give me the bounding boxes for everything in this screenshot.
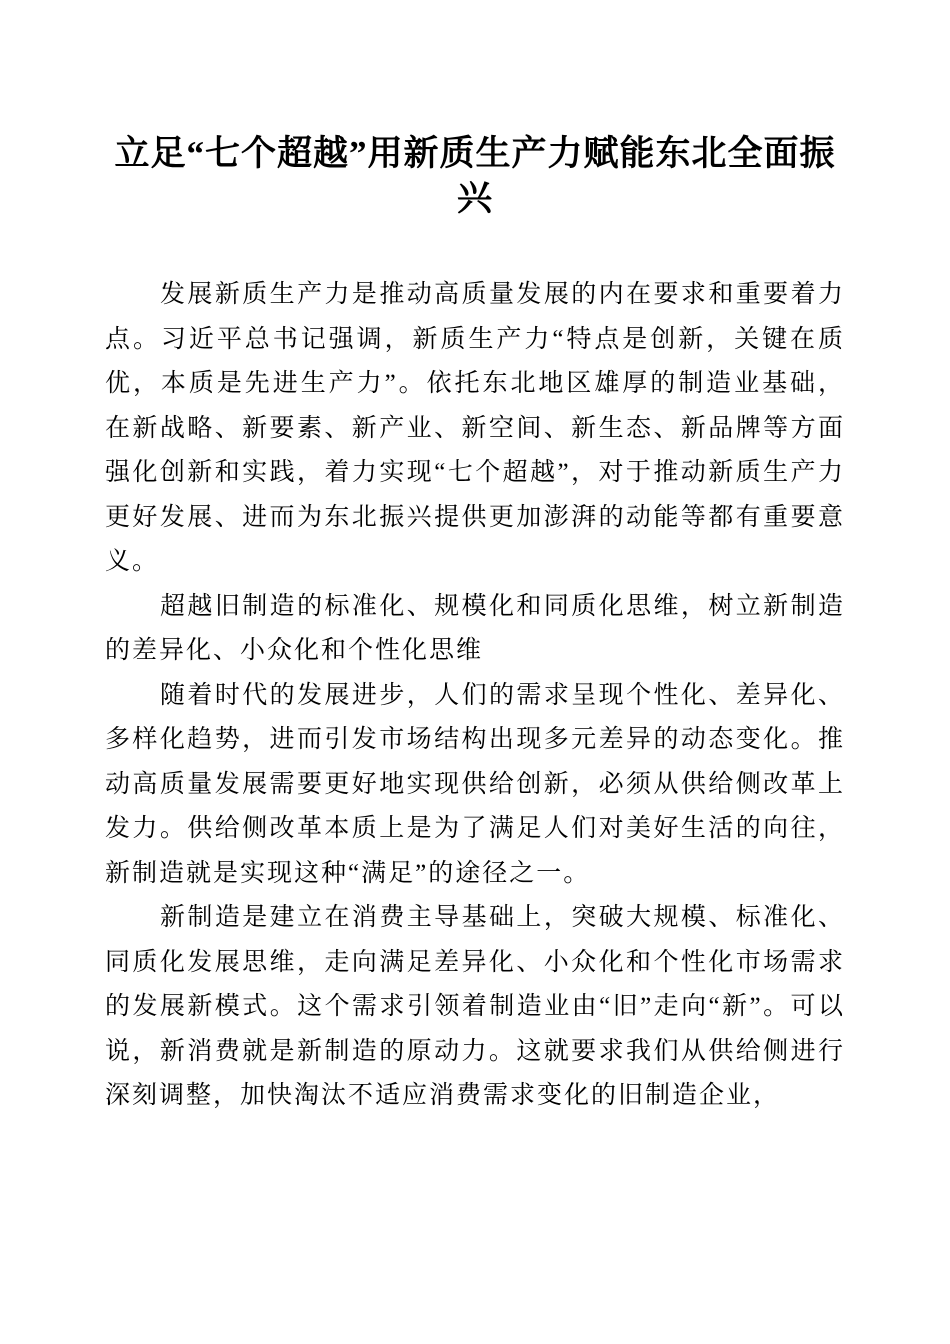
document-content (105, 0, 845, 1119)
paragraph-intro: 发展新质生产力是推动高质量发展的内在要求和重要着力点。习近平总书记强调，新质生产力“特点是创新，关键在质优，本质是先进生产力”。依托东北地区雄厚的制造业基础，在新战略、新要素、新产业、新空间、新生态、新品牌等方面强化创新和实践，着力实现“七个超越”，对于推动新质生产力更好发展、进而为东北振兴提供更加澎湃的动能等都有重要意义。 (105, 281, 845, 575)
paragraph-body-3: 新制造是建立在消费主导基础上，突破大规模、标准化、同质化发展思维，走向满足差异化、小众化和个性化市场需求的发展新模式。这个需求引领着制造业由“旧”走向“新”。可以说，新消费就是新制造的原动力。这就要求我们从供给侧进行深刻调整，加快淘汰不适应消费需求变化的旧制造企业， (105, 904, 845, 1109)
paragraph-body-2: 随着时代的发展进步，人们的需求呈现个性化、差异化、多样化趋势，进而引发市场结构出现多元差异的动态变化。推动高质量发展需要更好地实现供给创新，必须从供给侧改革上发力。供给侧改革本质上是为了满足人们对美好生活的向往，新制造就是实现这种“满足”的途径之一。 (105, 681, 845, 887)
document-title: 立足“七个超越”用新质生产力赋能东北全面振兴 (114, 134, 836, 218)
paragraph-subheading: 超越旧制造的标准化、规模化和同质化思维，树立新制造的差异化、小众化和个性化思维 (105, 592, 845, 664)
